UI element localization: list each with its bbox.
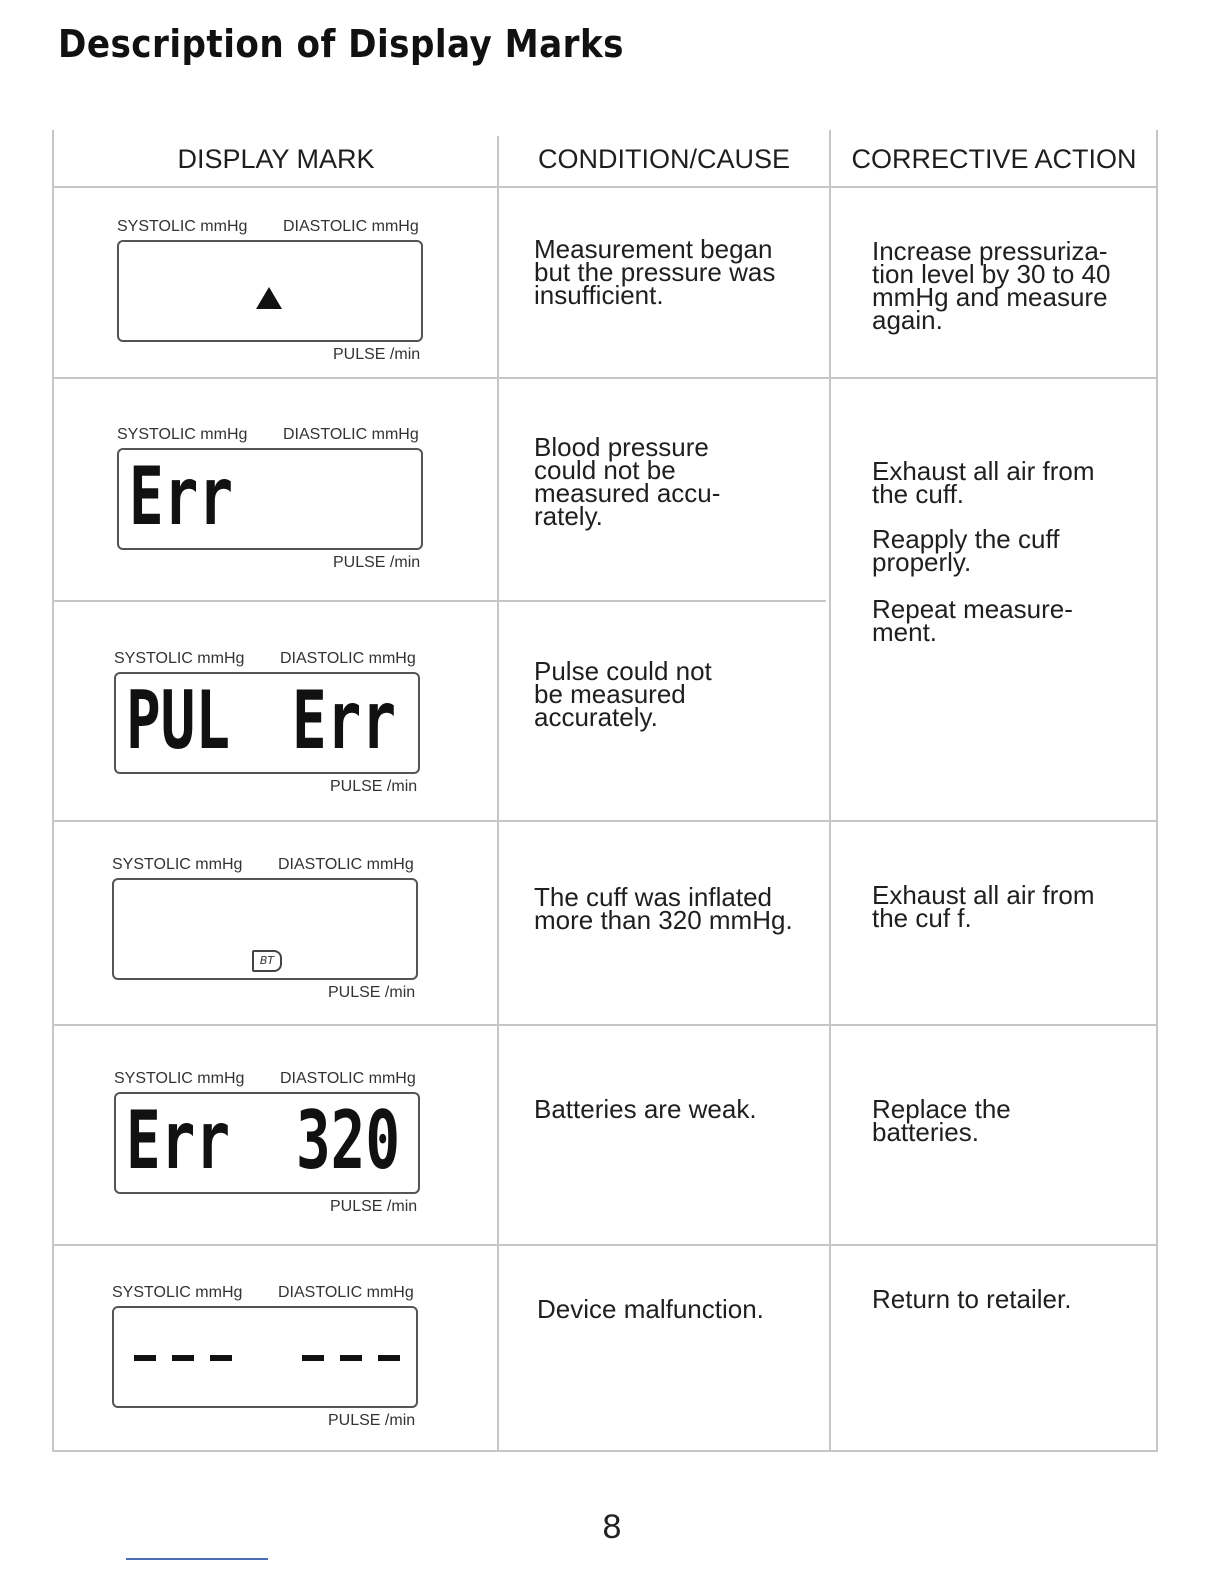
action-text: Increase pressuriza- tion level by 30 to 40 mmHg and measure again. [872, 236, 1111, 335]
condition-text: Blood pressure could not be measured accu- rately. [534, 432, 721, 531]
table-rule [829, 130, 831, 1452]
dash-segment [210, 1355, 232, 1361]
diastolic-label: DIASTOLIC mmHg [280, 650, 416, 667]
table-rule [52, 1244, 1158, 1246]
dash-segment [302, 1355, 324, 1361]
diastolic-label: DIASTOLIC mmHg [283, 218, 419, 235]
table-rule [497, 136, 499, 1452]
condition-text: Measurement began but the pressure was insufficient. [534, 234, 776, 310]
action-text: Return to retailer. [872, 1284, 1072, 1314]
header-display-mark: DISPLAY MARK [177, 144, 375, 174]
systolic-label: SYSTOLIC mmHg [112, 1284, 243, 1301]
systolic-label: SYSTOLIC mmHg [117, 218, 248, 235]
lcd-left-readout: PUL [126, 674, 231, 767]
table-rule [52, 600, 826, 602]
action-text: Exhaust all air from the cuf f. [872, 880, 1095, 933]
table-rule [52, 820, 1158, 822]
header-corrective-action: CORRECTIVE ACTION [851, 144, 1137, 174]
lcd-screen [114, 672, 420, 774]
display-marks-table [52, 130, 1158, 1454]
table-rule [1156, 130, 1158, 1452]
systolic-label: SYSTOLIC mmHg [114, 1070, 245, 1087]
action-text: Repeat measure- ment. [872, 594, 1073, 647]
lcd-display [115, 218, 435, 368]
diastolic-label: DIASTOLIC mmHg [280, 1070, 416, 1087]
diastolic-label: DIASTOLIC mmHg [283, 426, 419, 443]
lcd-right-readout: 320 [296, 1094, 401, 1187]
dash-segment [340, 1355, 362, 1361]
lcd-left-readout: Err [126, 1094, 231, 1187]
table-rule [52, 1024, 1158, 1026]
lcd-right-readout: Err [292, 674, 397, 767]
lcd-left-readout: Err [129, 450, 234, 543]
diastolic-label: DIASTOLIC mmHg [278, 856, 414, 873]
lcd-screen [112, 1306, 418, 1408]
lcd-screen [112, 878, 418, 980]
dash-segment [134, 1355, 156, 1361]
pulse-label: PULSE /min [330, 1198, 418, 1215]
footer-rule [126, 1558, 268, 1560]
triangle-icon [256, 287, 282, 309]
diastolic-label: DIASTOLIC mmHg [278, 1284, 414, 1301]
condition-text: Batteries are weak. [534, 1094, 757, 1124]
table-rule [52, 186, 1158, 188]
dash-segment [378, 1355, 400, 1361]
condition-text: Pulse could not be measured accurately. [534, 656, 712, 732]
action-text: Reapply the cuff properly. [872, 524, 1060, 577]
action-text: Exhaust all air from the cuff. [872, 456, 1095, 509]
systolic-label: SYSTOLIC mmHg [114, 650, 245, 667]
lcd-screen [114, 1092, 420, 1194]
condition-text: Device malfunction. [537, 1294, 764, 1324]
battery-icon: BT [252, 950, 282, 972]
systolic-label: SYSTOLIC mmHg [117, 426, 248, 443]
lcd-screen [117, 240, 423, 342]
lcd-screen [117, 448, 423, 550]
pulse-label: PULSE /min [333, 554, 421, 571]
header-condition: CONDITION/CAUSE [537, 144, 791, 174]
lcd-display [112, 650, 432, 800]
dash-segment [172, 1355, 194, 1361]
table-rule [52, 130, 54, 1452]
systolic-label: SYSTOLIC mmHg [112, 856, 243, 873]
action-text: Replace the batteries. [872, 1094, 1011, 1147]
lcd-display [115, 426, 435, 576]
page-number: 8 [602, 1508, 622, 1546]
pulse-label: PULSE /min [328, 1412, 416, 1429]
lcd-display [112, 1070, 432, 1220]
table-rule [52, 377, 1158, 379]
pulse-label: PULSE /min [333, 346, 421, 363]
pulse-label: PULSE /min [330, 778, 418, 795]
page-title: Description of Display Marks [58, 22, 624, 66]
condition-text: The cuff was inflated more than 320 mmHg. [534, 882, 793, 935]
pulse-label: PULSE /min [328, 984, 416, 1001]
lcd-display [110, 1284, 430, 1434]
table-rule [52, 1450, 1158, 1452]
lcd-display [110, 856, 430, 1006]
